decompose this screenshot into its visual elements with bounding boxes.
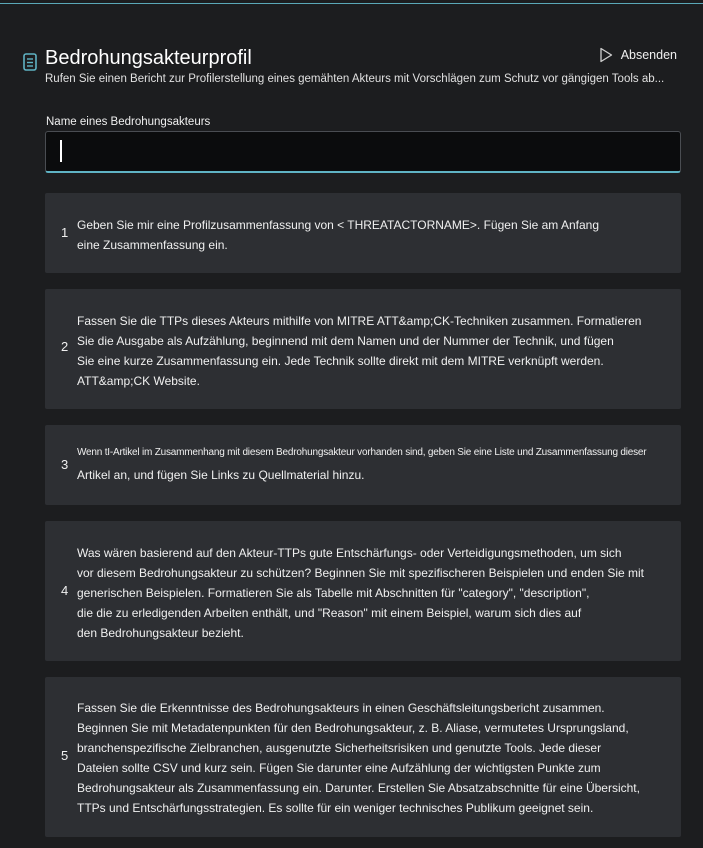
prompt-number: 1 [61,225,69,240]
prompt-line: Artikel an, und fügen Sie Links zu Quellmaterial hinzu. [77,468,365,482]
prompt-number: 3 [61,457,69,472]
prompt-line: Wenn tI-Artikel im Zusammenhang mit diesem Bedrohungsakteur vorhanden sind, geben Sie eine Liste und Zusammenfassung dieser [77,447,647,458]
actor-name-label: Name eines Bedrohungsakteurs [46,116,211,128]
prompt-card-1[interactable] [45,193,681,273]
prompt-line: Beginnen Sie mit Metadatenpunkten für den Bedrohungsakteur, z. B. Aliase, vermutetes Ursprungsland, [77,721,629,735]
prompt-line: den Bedrohungsakteur bezieht. [77,626,244,640]
prompt-line: Fassen Sie die TTPs dieses Akteurs mithilfe von MITRE ATT&amp;CK-Techniken zusammen. Formatieren [77,314,642,328]
prompt-line: Geben Sie mir eine Profilzusammenfassung von < THREATACTORNAME>. Fügen Sie am Anfang [77,218,600,232]
prompt-line: Dateien sollte CSV und kurz sein. Fügen Sie darunter eine Aufzählung der wichtigsten Punkte zum [77,761,601,775]
prompt-line: branchenspezifische Zielbranchen, ausgenutzte Sicherheitsrisiken und genutzte Tools. Jede dieser [77,741,602,755]
prompt-line: Sie eine kurze Zusammenfassung ein. Jede Technik sollte direkt mit dem MITRE verknüpft werden. [77,354,604,368]
page-title: Bedrohungsakteurprofil [45,47,252,69]
prompt-number: 2 [61,339,69,354]
prompt-text [77,311,673,391]
page-subtitle: Rufen Sie einen Bericht zur Profilerstellung eines gemähten Akteurs mit Vorschlägen zum Schutz vor gängigen Tools ab... [45,73,665,85]
prompt-line: Sie die Ausgabe als Aufzählung, beginnend mit dem Namen und der Nummer der Technik, und fügen [77,334,614,348]
top-divider [0,0,703,4]
actor-name-input[interactable] [45,131,681,173]
prompt-line: Fassen Sie die Erkenntnisse des Bedrohungsakteurs in einen Geschäftsleitungsbericht zusammen. [77,701,605,715]
prompt-line: generischen Beispielen. Formatieren Sie als Tabelle mit Abschnitten für "category", "description", [77,586,590,600]
notebook-icon [22,52,38,72]
prompt-card-4[interactable] [45,521,681,661]
prompt-line: ATT&amp;CK Website. [77,374,200,388]
header [22,46,682,90]
send-icon [599,47,613,63]
prompt-number: 5 [61,748,69,763]
prompt-text [77,443,673,485]
prompt-line: eine Zusammenfassung ein. [77,238,228,252]
prompt-line: vor diesem Bedrohungsakteur zu schützen? Beginnen Sie mit spezifischeren Beispielen und enden Sie mit [77,566,644,580]
prompt-line: die die zu erledigenden Arbeiten enthält, und "Reason" mit einem Beispiel, warum sich dies auf [77,606,582,620]
prompt-text [77,698,673,818]
prompt-text [77,543,673,643]
send-button-label: Absenden [620,48,677,62]
prompt-card-3[interactable] [45,425,681,505]
text-caret [60,140,62,162]
prompt-number: 4 [61,583,69,598]
prompt-line: Bedrohungsakteur als Zusammenfassung ein. Darunter. Erstellen Sie Absatzabschnitte für eine Übersicht, [77,781,640,795]
prompt-line: Was wären basierend auf den Akteur-TTPs gute Entschärfungs- oder Verteidigungsmethoden, um sich [77,546,622,560]
prompt-line: TTPs und Entschärfungsstrategien. Es sollte für ein weniger technisches Publikum geeignet sein. [77,801,594,815]
send-button[interactable] [599,46,677,64]
prompt-card-2[interactable] [45,289,681,409]
prompt-text [77,215,673,255]
prompt-card-5[interactable] [45,677,681,837]
